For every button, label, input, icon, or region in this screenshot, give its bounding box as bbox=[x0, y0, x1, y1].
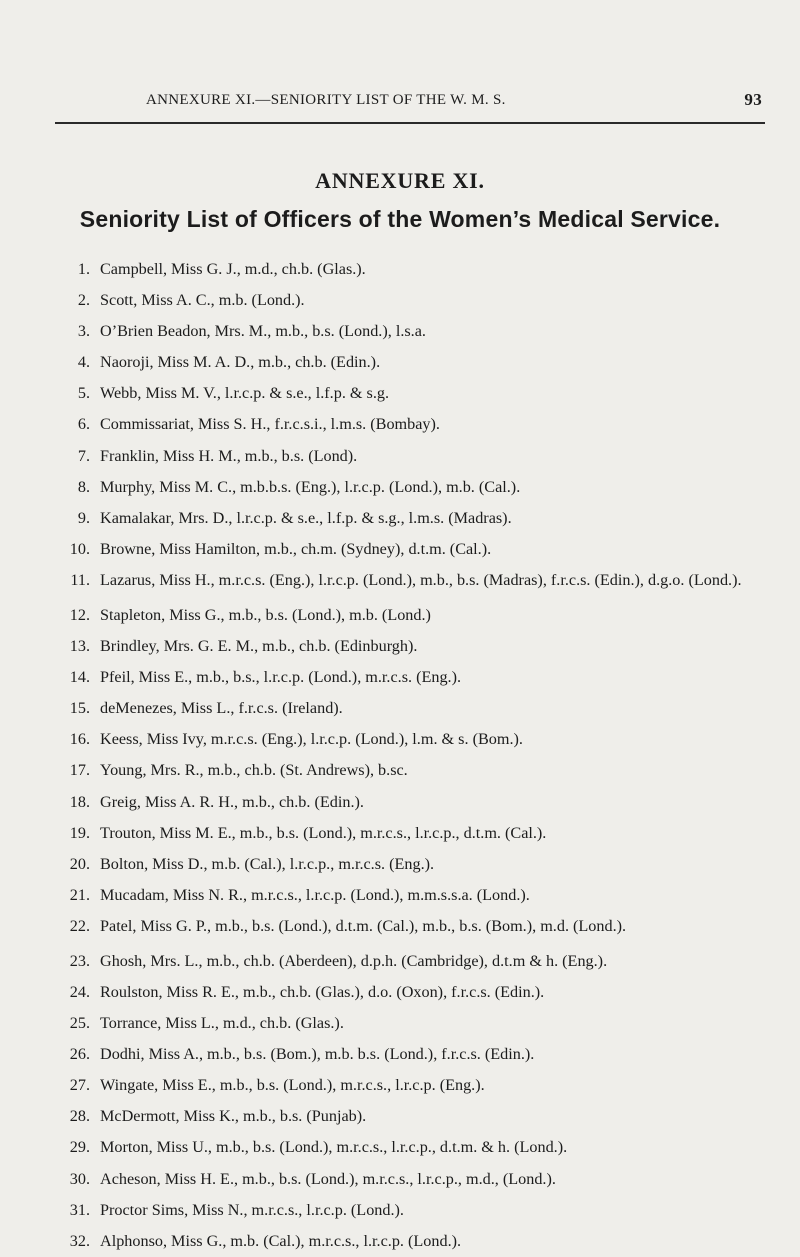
header-rule bbox=[55, 122, 765, 124]
entry-text: Greig, Miss A. R. H., m.b., ch.b. (Edin.). bbox=[100, 792, 364, 811]
list-item bbox=[52, 569, 772, 592]
entry-text: Keess, Miss Ivy, m.r.c.s. (Eng.), l.r.c.p. (Lond.), l.m. & s. (Bom.). bbox=[100, 730, 523, 749]
entry-number: 23. bbox=[69, 951, 90, 970]
entry-text: Alphonso, Miss G., m.b. (Cal.), m.r.c.s., l.r.c.p. (Lond.). bbox=[100, 1231, 462, 1250]
entry-number: 19. bbox=[69, 823, 90, 842]
list-item bbox=[52, 1195, 772, 1226]
list-item bbox=[52, 946, 772, 977]
entry-text: Roulston, Miss R. E., m.b., ch.b. (Glas.), d.o. (Oxon), f.r.c.s. (Edin.). bbox=[100, 982, 545, 1001]
entry-number: 20. bbox=[69, 854, 90, 873]
entry-number: 29. bbox=[69, 1138, 90, 1157]
entry-text: Commissariat, Miss S. H., f.r.c.s.i., l.m.s. (Bombay). bbox=[100, 415, 440, 434]
entry-number: 21. bbox=[69, 885, 90, 904]
entry-text: Lazarus, Miss H., m.r.c.s. (Eng.), l.r.c.p. (Lond.), m.b., b.s. (Madras), f.r.c.s. (Edin.), d.g.o. (Lond.). bbox=[100, 570, 742, 589]
entry-number: 15. bbox=[69, 699, 90, 718]
entry-number: 8. bbox=[77, 477, 90, 496]
list-item bbox=[52, 1070, 772, 1101]
entry-text: Kamalakar, Mrs. D., l.r.c.p. & s.e., l.f.p. & s.g., l.m.s. (Madras). bbox=[100, 508, 512, 527]
entry-text: Dodhi, Miss A., m.b., b.s. (Bom.), m.b. b.s. (Lond.), f.r.c.s. (Edin.). bbox=[100, 1045, 535, 1064]
list-item bbox=[52, 662, 772, 693]
entry-text: Browne, Miss Hamilton, m.b., ch.m. (Sydney), d.t.m. (Cal.). bbox=[100, 539, 492, 558]
entry-text: Bolton, Miss D., m.b. (Cal.), l.r.c.p., m.r.c.s. (Eng.). bbox=[100, 854, 435, 873]
list-item bbox=[52, 880, 772, 911]
list-item bbox=[52, 787, 772, 818]
list-item bbox=[52, 285, 772, 316]
page-number: 93 bbox=[744, 90, 762, 109]
list-item bbox=[52, 472, 772, 503]
entry-text: Naoroji, Miss M. A. D., m.b., ch.b. (Edin.). bbox=[100, 353, 381, 372]
entry-number: 1. bbox=[77, 260, 90, 278]
entry-number: 6. bbox=[77, 415, 90, 434]
entry-text: deMenezes, Miss L., f.r.c.s. (Ireland). bbox=[100, 699, 343, 718]
list-item bbox=[52, 1226, 772, 1257]
list-item bbox=[52, 503, 772, 534]
entry-text: Franklin, Miss H. M., m.b., b.s. (Lond). bbox=[100, 446, 358, 465]
entry-number: 16. bbox=[69, 730, 90, 749]
entry-number: 11. bbox=[70, 570, 90, 589]
entry-text: O’Brien Beadon, Mrs. M., m.b., b.s. (Lond.), l.s.a. bbox=[100, 322, 426, 341]
entry-text: Mucadam, Miss N. R., m.r.c.s., l.r.c.p. (Lond.), m.m.s.s.a. (Lond.). bbox=[100, 885, 530, 904]
list-item bbox=[52, 693, 772, 724]
list-item bbox=[52, 409, 772, 440]
entry-number: 10. bbox=[69, 539, 90, 558]
list-item bbox=[52, 600, 772, 631]
list-item bbox=[52, 631, 772, 662]
entry-number: 2. bbox=[77, 291, 90, 310]
running-head-title: ANNEXURE XI.—SENIORITY LIST OF THE W. M. S. bbox=[146, 92, 506, 108]
list-item bbox=[52, 316, 772, 347]
annexure-title: ANNEXURE XI. bbox=[315, 168, 485, 193]
list-item bbox=[52, 724, 772, 755]
entry-number: 26. bbox=[69, 1045, 90, 1064]
entry-number: 25. bbox=[69, 1014, 90, 1033]
entry-number: 31. bbox=[69, 1200, 90, 1219]
list-item bbox=[52, 534, 772, 565]
entry-text: Acheson, Miss H. E., m.b., b.s. (Lond.), m.r.c.s., l.r.c.p., m.d., (Lond.). bbox=[100, 1169, 556, 1188]
entry-number: 13. bbox=[69, 637, 90, 656]
entry-number: 3. bbox=[77, 322, 90, 341]
entry-number: 22. bbox=[69, 916, 90, 935]
entry-number: 9. bbox=[77, 508, 90, 527]
list-subtitle: Seniority List of Officers of the Women’s Medical Service. bbox=[79, 206, 721, 232]
entry-text: Stapleton, Miss G., m.b., b.s. (Lond.), m.b. (Lond.) bbox=[100, 605, 431, 624]
entry-text: Pfeil, Miss E., m.b., b.s., l.r.c.p. (Lond.), m.r.c.s. (Eng.). bbox=[100, 668, 462, 687]
entry-number: 24. bbox=[69, 982, 90, 1001]
entry-number: 27. bbox=[69, 1076, 90, 1095]
entry-number: 14. bbox=[69, 668, 90, 687]
list-item bbox=[52, 1101, 772, 1132]
entry-text: Murphy, Miss M. C., m.b.b.s. (Eng.), l.r.c.p. (Lond.), m.b. (Cal.). bbox=[100, 477, 521, 496]
entry-text: Torrance, Miss L., m.d., ch.b. (Glas.). bbox=[100, 1014, 344, 1033]
list-item bbox=[52, 378, 772, 409]
entry-number: 32. bbox=[69, 1231, 90, 1250]
entry-text: Trouton, Miss M. E., m.b., b.s. (Lond.), m.r.c.s., l.r.c.p., d.t.m. (Cal.). bbox=[100, 823, 547, 842]
entry-text: Young, Mrs. R., m.b., ch.b. (St. Andrews), b.sc. bbox=[100, 761, 408, 780]
list-item bbox=[52, 1008, 772, 1039]
list-item bbox=[52, 915, 772, 938]
entry-text: Morton, Miss U., m.b., b.s. (Lond.), m.r.c.s., l.r.c.p., d.t.m. & h. (Lond.). bbox=[100, 1138, 568, 1157]
entry-number: 18. bbox=[69, 792, 90, 811]
entry-text: Wingate, Miss E., m.b., b.s. (Lond.), m.r.c.s., l.r.c.p. (Eng.). bbox=[100, 1076, 485, 1095]
entry-text: Ghosh, Mrs. L., m.b., ch.b. (Aberdeen), d.p.h. (Cambridge), d.t.m & h. (Eng.). bbox=[100, 951, 608, 970]
entry-number: 12. bbox=[69, 605, 90, 624]
list-item bbox=[52, 755, 772, 786]
list-item bbox=[52, 1039, 772, 1070]
entry-text: Campbell, Miss G. J., m.d., ch.b. (Glas.). bbox=[100, 260, 366, 278]
seniority-list bbox=[52, 254, 772, 1257]
list-item bbox=[52, 441, 772, 472]
entry-number: 7. bbox=[77, 446, 90, 465]
entry-text: McDermott, Miss K., m.b., b.s. (Punjab). bbox=[100, 1107, 367, 1126]
list-item bbox=[52, 1132, 772, 1163]
list-item bbox=[52, 849, 772, 880]
list-item bbox=[52, 254, 772, 285]
list-item bbox=[52, 818, 772, 849]
entry-number: 4. bbox=[77, 353, 90, 372]
entry-number: 28. bbox=[69, 1107, 90, 1126]
entry-text: Webb, Miss M. V., l.r.c.p. & s.e., l.f.p. & s.g. bbox=[100, 384, 390, 403]
entry-text: Proctor Sims, Miss N., m.r.c.s., l.r.c.p. (Lond.). bbox=[100, 1200, 404, 1219]
list-item bbox=[52, 1164, 772, 1195]
entry-text: Scott, Miss A. C., m.b. (Lond.). bbox=[100, 291, 305, 310]
entry-text: Brindley, Mrs. G. E. M., m.b., ch.b. (Edinburgh). bbox=[100, 637, 418, 656]
entry-number: 5. bbox=[77, 384, 90, 403]
list-item bbox=[52, 347, 772, 378]
entry-number: 17. bbox=[69, 761, 90, 780]
entry-number: 30. bbox=[69, 1169, 90, 1188]
list-item bbox=[52, 977, 772, 1008]
entry-text: Patel, Miss G. P., m.b., b.s. (Lond.), d.t.m. (Cal.), m.b., b.s. (Bom.), m.d. (Lond.). bbox=[100, 916, 627, 935]
